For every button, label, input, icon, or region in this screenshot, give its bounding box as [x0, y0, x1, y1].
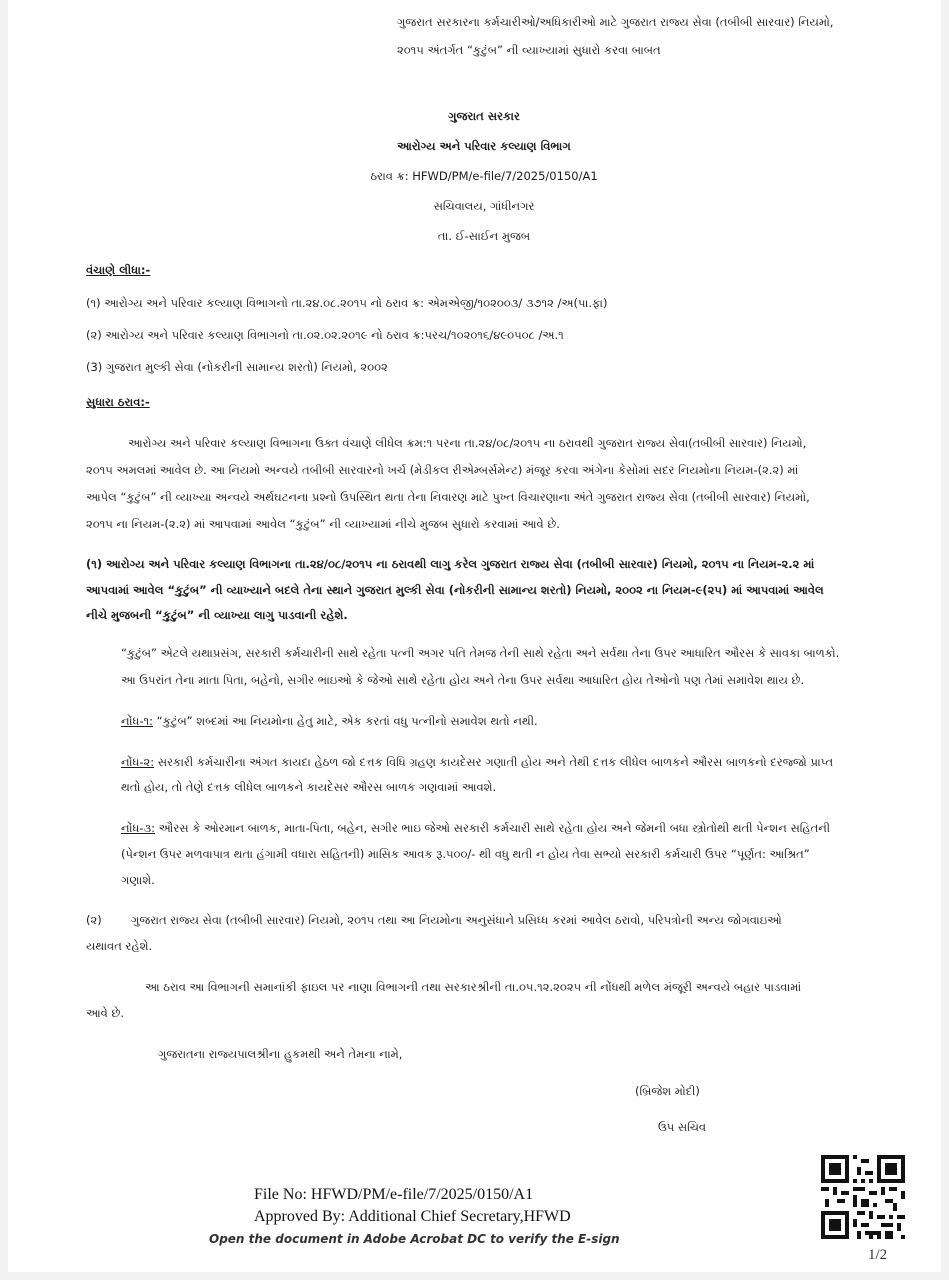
intro-line-3: આપેલ “કુટુંબ” ની વ્યાખ્યા અન્વયે અર્થઘટનના પ્રશ્નો ઉપસ્થિત થતા તેના નિવારણ માટે પુખ્ત વિચારણાના અંતે ગુજરાત રાજ્ય સેવા (તબીબી સારવાર) નિયમો,: [86, 490, 810, 504]
note-3-line-2: (પેન્શન ઉપર મળવાપાત્ર થતા હંગામી વધારા સહિતની) માસિક આવક રૂ.૫૦૦/- થી વધુ થતી ન હોય તેવા સભ્યો સરકારી કર્મચારી ઉપર “પૂર્ણત: આશ્રિત”: [121, 847, 810, 861]
point-1-line-3: નીચે મુજબની “કુટુંબ” ની વ્યાખ્યા લાગુ પાડવાની રહેશે.: [86, 608, 348, 622]
note-1-label: નોંધ-૧:: [121, 714, 154, 728]
footer-file-no: File No: HFWD/PM/e-file/7/2025/0150/A1: [254, 1186, 534, 1203]
government-title: ગુજરાત સરકાર: [448, 109, 520, 123]
footer-approved-by: Approved By: Additional Chief Secretary,HFWD: [254, 1208, 571, 1225]
place: સચિવાલય, ગાંધીનગર: [433, 199, 535, 213]
note-2-text: સરકારી કર્મચારીના અંગત કાયદા હેઠળ જો દત્તક વિધિ ગ્રહણ કાયદેસર ગણાતી હોય અને તેથી દત્તક લીધેલ બાળકને ઔરસ બાળકનો દરજ્જો પ્રાપ્ત: [154, 755, 834, 769]
definition-line-2: આ ઉપરાંત તેના માતા પિતા, બહેનો, સગીર ભાઇઓ કે જેઓ સાથે રહેતા હોય અને તેના ઉપર સર્વથા આધારિત હોય તેઓનો પણ તેમાં સમાવેશ થાય છે.: [121, 673, 805, 687]
note-2-line-1: [121, 754, 833, 770]
note-1: [121, 713, 538, 729]
note-1-text: “કુટુંબ” શબ્દમાં આ નિયમોના હેતુ માટે, એક કરતાં વધુ પત્નીનો સમાવેશ થતો નથી.: [153, 714, 538, 728]
resolution-number: ઠરાવ ક્ર: HFWD/PM/e-file/7/2025/0150/A1: [370, 169, 598, 183]
document-page: [8, 0, 941, 1272]
qr-code-icon: [821, 1155, 905, 1239]
intro-line-4: ૨૦૧૫ ના નિયમ-(૨.૨) માં આપવામાં આવેલ “કુટુંબ” ની વ્યાખ્યામાં નીચે મુજબ સુધારો કરવામાં આવે છે.: [86, 517, 560, 531]
point-1-line-2: આપવામાં આવેલ “કુટુંબ” ની વ્યાખ્યાને બદલે તેના સ્થાને ગુજરાત મુલ્કી સેવા (નોકરીની સામાન્ય શરતો) નિયમો, ૨૦૦૨ ના નિયમ-૯(૨૫) માં આપવામાં આવેલ: [86, 583, 824, 597]
note-3-line-3: ગણાશે.: [121, 873, 155, 887]
note-3-label: નોંધ-૩:: [121, 821, 156, 835]
definition-line-1: “કુટુંબ” એટલે યથાપ્રસંગ, સરકારી કર્મચારીની સાથે રહેતા પત્ની અગર પતિ તેમજ તેની સાથે રહેતા અને સર્વથા તેના ઉપર આધારિત ઔરસ કે સાવકા બાળકો.: [121, 646, 840, 660]
date: તા. ઈ-સાઈન મુજબ: [437, 229, 531, 243]
note-3-text: ઔરસ કે ઓરમાન બાળક, માતા-પિતા, બહેન, સગીર ભાઇ જેઓ સરકારી કર્મચારી સાથે રહેતા હોય અને જેમની બધા સ્ત્રોતોથી થતી પેન્શન સહિતની: [155, 821, 831, 835]
intro-line-2: ૨૦૧૫ અમલમાં આવેલ છે. આ નિયમો અન્વયે તબીબી સારવારનો ખર્ચ (મેડીકલ રીએમ્બર્સમેન્ટ) મંજૂર કરવા અંગેના કેસોમાં સદર નિયમોના નિયમ-(૨.૨) માં: [86, 463, 799, 477]
point-2-line-1: (૨) ગુજરાત રાજ્ય સેવા (તબીબી સારવાર) નિયમો, ૨૦૧૫ તથા આ નિયમોના અનુસંધાને પ્રસિધ્ધ કરમાં આવેલ ઠરાવો, પરિપત્રોની અન્ય જોગવાઇઓ: [86, 913, 782, 927]
point-1-line-1: (૧) આરોગ્ય અને પરિવાર કલ્યાણ વિભાગના તા.૨૪/૦૮/૨૦૧૫ ના ઠરાવથી લાગુ કરેલ ગુજરાત રાજ્ય સેવા (તબીબી સારવાર) નિયમો, ૨૦૧૫ ના નિયમ-૨.૨ માં: [86, 557, 815, 571]
department-title: આરોગ્ય અને પરિવાર કલ્યાણ વિભાગ: [397, 139, 571, 153]
reference-item-2: (૨) આરોગ્ય અને પરિવાર કલ્યાણ વિભાગનો તા.૦૨.૦૨.૨૦૧૯ નો ઠરાવ ક્ર:પરચ/૧૦૨૦૧૬/૪૯૦૫૦૮ /અ.૧: [86, 328, 564, 342]
signatory-name: (બ્રિજેશ મોદી): [635, 1084, 700, 1098]
closing-line-1: આ ઠરાવ આ વિભાગની સમાનાંકી ફાઇલ પર નાણા વિભાગની તથા સરકારશ્રીની તા.૦૫.૧૨.૨૦૨૫ ની નોંધથી મળેલ મંજૂરી અન્વયે બહાર પાડવામાં: [145, 980, 802, 994]
references-heading: વંચાણે લીધા:-: [86, 263, 151, 277]
point-2-line-2: યથાવત રહેશે.: [86, 939, 153, 953]
reference-item-1: (૧) આરોગ્ય અને પરિવાર કલ્યાણ વિભાગનો તા.૨૪.૦૮.૨૦૧૫ નો ઠરાવ ક્ર: એમએજી/૧૦૨૦૦૩/ ૩૭૧૨ /અ(પા.ફા): [86, 296, 608, 310]
intro-line-1: આરોગ્ય અને પરિવાર કલ્યાણ વિભાગના ઉક્ત વંચાણે લીધેલ ક્રમ:૧ પરના તા.૨૪/૦૮/૨૦૧૫ ના ઠરાવથી ગુજરાત રાજ્ય સેવા(તબીબી સારવાર) નિયમો,: [128, 436, 807, 450]
page-number: 1/2: [868, 1247, 888, 1263]
note-2-label: નોંધ-૨:: [121, 755, 155, 769]
closing-line-2: આવે છે.: [86, 1006, 124, 1020]
subject-line-2: ૨૦૧૫ અંતર્ગત “કુટુંબ” ની વ્યાખ્યામાં સુધારો કરવા બાબત: [397, 43, 661, 57]
note-2-line-2: થતો હોય, તો તેણે દત્તક લીધેલ બાળકને કાયદેસર ઔરસ બાળક ગણવામાં આવશે.: [121, 780, 497, 794]
resolution-heading: સુધારા ઠરાવ:-: [86, 395, 150, 409]
note-3-line-1: [121, 820, 830, 836]
signatory-designation: ઉપ સચિવ: [658, 1120, 707, 1134]
subject-line-1: ગુજરાત સરકારના કર્મચારીઓ/અધિકારીઓ માટે ગુજરાત રાજ્ય સેવા (તબીબી સારવાર) નિયમો,: [397, 15, 834, 29]
reference-item-3: (3) ગુજરાત મુલ્કી સેવા (નોકરીની સામાન્ય શરતો) નિયમો, ૨૦૦૨: [86, 360, 388, 374]
governor-order: ગુજરાતના રાજ્યપાલશ્રીના હુકમથી અને તેમના નામે,: [158, 1047, 403, 1061]
footer-verify-note: Open the document in Adobe Acrobat DC to verify the E-sign: [209, 1232, 620, 1246]
